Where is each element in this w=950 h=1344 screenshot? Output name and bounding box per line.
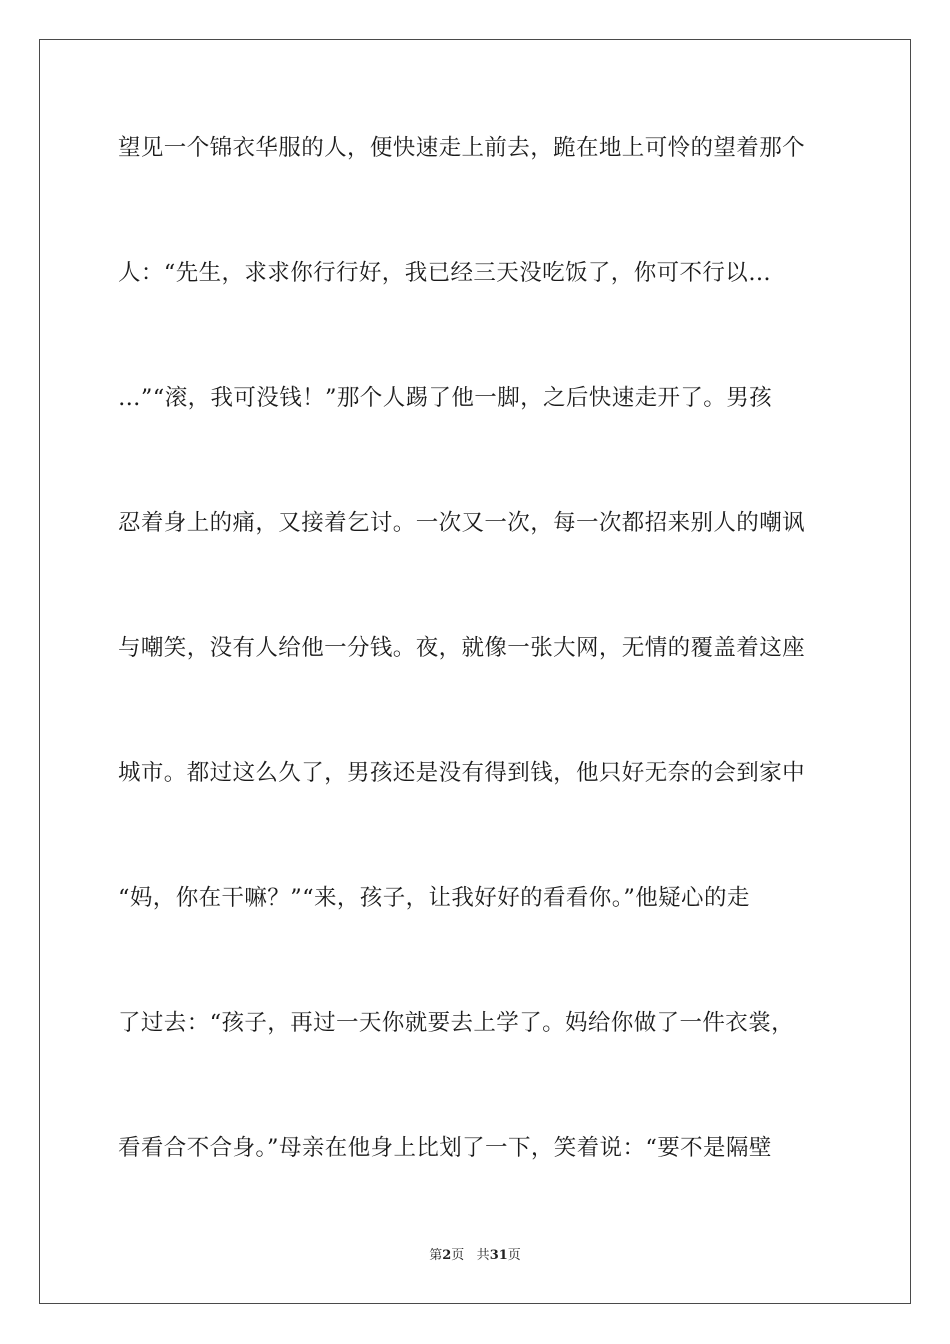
page-number: 2 xyxy=(442,1248,452,1263)
body-text-line-7: “妈，你在干嘛？”“来，孩子，让我好好的看看你。”他疑心的走 xyxy=(118,885,750,911)
total-prefix: 共 xyxy=(476,1248,490,1263)
body-text-line-4: 忍着身上的痛，又接着乞讨。一次又一次，每一次都招来别人的嘲讽 xyxy=(118,510,806,536)
body-text-line-8: 了过去：“孩子，再过一天你就要去上学了。妈给你做了一件衣裳， xyxy=(118,1010,795,1036)
page-prefix: 第 xyxy=(429,1248,443,1263)
body-text-line-6: 城市。都过这么久了，男孩还是没有得到钱，他只好无奈的会到家中 xyxy=(118,760,806,786)
total-pages: 31 xyxy=(489,1248,508,1263)
body-text-line-3: …”“滚，我可没钱！”那个人踢了他一脚，之后快速走开了。男孩 xyxy=(118,385,773,411)
page-suffix: 页 xyxy=(451,1248,465,1263)
body-text-line-1: 望见一个锦衣华服的人，便快速走上前去，跪在地上可怜的望着那个 xyxy=(118,135,806,161)
body-text-line-9: 看看合不合身。”母亲在他身上比划了一下，笑着说：“要不是隔壁 xyxy=(118,1135,772,1161)
body-text-line-5: 与嘲笑，没有人给他一分钱。夜，就像一张大网，无情的覆盖着这座 xyxy=(118,635,806,661)
page-footer xyxy=(0,1246,950,1266)
page-border xyxy=(39,39,911,1304)
total-suffix: 页 xyxy=(507,1248,521,1263)
body-text-line-2: 人：“先生，求求你行行好，我已经三天没吃饭了，你可不行以… xyxy=(118,260,772,286)
